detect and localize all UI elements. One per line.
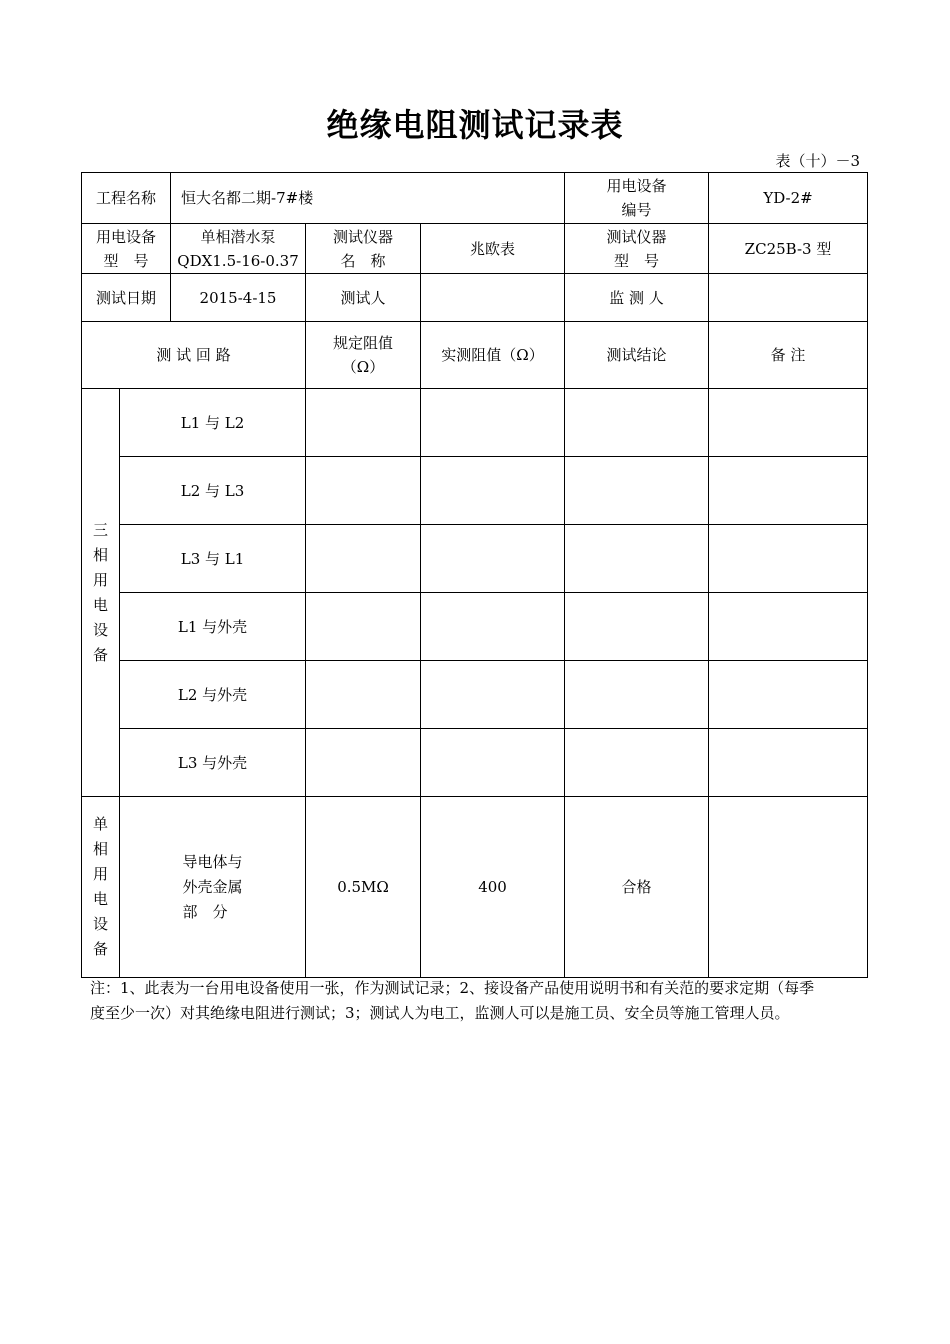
form-number: 表（十）－3: [775, 152, 860, 170]
three-phase-row: [82, 525, 868, 593]
group-char: 设: [92, 620, 108, 639]
row-project: [82, 173, 868, 224]
circuit-cell: L2 与 L3: [120, 457, 306, 525]
group-char: 三: [92, 520, 108, 539]
group-char: 相: [92, 840, 108, 858]
three-phase-row: [82, 729, 868, 797]
three-phase-row: [82, 661, 868, 729]
instrument-model-label-line2: 型 号: [614, 251, 660, 270]
group-char: 电: [92, 890, 108, 908]
tester-value: [421, 274, 565, 322]
device-model-label: [82, 224, 171, 274]
instrument-model-value: ZC25B-3 型: [709, 224, 868, 274]
header-required-line1: 规定阻值: [333, 334, 394, 352]
required-cell: [306, 593, 421, 661]
device-no-label-line1: 用电设备: [606, 177, 667, 195]
remark-cell: [709, 729, 868, 797]
remark-cell: [709, 593, 868, 661]
required-cell: [306, 525, 421, 593]
remark-cell: [709, 457, 868, 525]
circuit-line: 导电体与: [182, 852, 243, 871]
remark-cell: [709, 389, 868, 457]
required-cell: [306, 389, 421, 457]
tester-label: 测试人: [306, 274, 421, 322]
group-char: 单: [92, 815, 108, 833]
device-model-value-line2: QDX1.5-16-0.37: [177, 251, 299, 270]
device-no-label: [565, 173, 709, 224]
group-char: 设: [92, 915, 108, 933]
circuit-cell: L2 与外壳: [120, 661, 306, 729]
measured-cell: [421, 729, 565, 797]
measured-cell: [421, 525, 565, 593]
conclusion-cell: [565, 729, 709, 797]
circuit-cell: L1 与外壳: [120, 593, 306, 661]
instrument-name-value: 兆欧表: [421, 224, 565, 274]
row-header: [82, 322, 868, 389]
circuit-cell: L3 与外壳: [120, 729, 306, 797]
group-char: 用: [92, 570, 108, 589]
instrument-name-label-line2: 名 称: [340, 251, 386, 270]
header-measured: 实测阻值（Ω）: [421, 322, 565, 389]
measured-cell: [421, 389, 565, 457]
circuit-cell: L3 与 L1: [120, 525, 306, 593]
required-cell: [306, 729, 421, 797]
group-char: 电: [92, 595, 108, 614]
device-no-value: YD-2#: [709, 173, 868, 224]
single-phase-row: [82, 797, 868, 978]
circuit-cell: L1 与 L2: [120, 389, 306, 457]
conclusion-cell: [565, 593, 709, 661]
conclusion-cell: [565, 457, 709, 525]
measured-cell: [421, 457, 565, 525]
three-phase-row: [82, 593, 868, 661]
row-date: [82, 274, 868, 322]
page-title: 绝缘电阻测试记录表: [326, 106, 624, 144]
header-conclusion: 测试结论: [565, 322, 709, 389]
measured-cell: [421, 661, 565, 729]
three-phase-row: [82, 457, 868, 525]
conclusion-cell: [565, 389, 709, 457]
device-model-value: [171, 224, 306, 274]
instrument-model-label-line1: 测试仪器: [606, 227, 667, 246]
group-char: 相: [92, 545, 108, 564]
header-circuit: 测 试 回 路: [82, 322, 306, 389]
group-char: 备: [92, 940, 108, 958]
project-value: 恒大名都二期-7#楼: [171, 173, 565, 224]
group-char: 备: [92, 645, 108, 664]
monitor-value: [709, 274, 868, 322]
instrument-name-label: [306, 224, 421, 274]
remark-cell: [709, 525, 868, 593]
required-cell: [306, 661, 421, 729]
device-model-label-line1: 用电设备: [96, 227, 157, 246]
footnote-line2: 度至少一次）对其绝缘电阻进行测试；3；测试人为电工，监测人可以是施工员、安全员等施工管理人员。: [90, 1004, 790, 1022]
device-model-value-line1: 单相潜水泵: [200, 227, 276, 246]
conclusion-cell: [565, 661, 709, 729]
measured-cell: [421, 593, 565, 661]
instrument-model-label: [565, 224, 709, 274]
conclusion-cell: [565, 525, 709, 593]
single-phase-required: 0.5MΩ: [306, 797, 421, 978]
single-phase-measured: 400: [421, 797, 565, 978]
group-char: 用: [92, 865, 108, 883]
device-no-label-line2: 编号: [621, 201, 652, 219]
record-table: [81, 172, 868, 978]
test-date-label: 测试日期: [82, 274, 171, 322]
circuit-line: 外壳金属: [182, 877, 243, 896]
remark-cell: [709, 661, 868, 729]
instrument-name-label-line1: 测试仪器: [333, 227, 394, 246]
single-phase-conclusion: 合格: [565, 797, 709, 978]
single-phase-remark: [709, 797, 868, 978]
required-cell: [306, 457, 421, 525]
header-required: [306, 322, 421, 389]
footnote: [90, 976, 865, 1026]
single-phase-circuit: [120, 797, 306, 978]
three-phase-row: [82, 389, 868, 457]
project-label: 工程名称: [82, 173, 171, 224]
row-model: [82, 224, 868, 274]
three-phase-group-label: [82, 389, 120, 797]
monitor-label: 监 测 人: [565, 274, 709, 322]
header-required-line2: （Ω）: [341, 358, 385, 376]
header-remark: 备 注: [709, 322, 868, 389]
footnote-line1: 注：1、此表为一台用电设备使用一张，作为测试记录；2、接设备产品使用说明书和有关范的要求定期（每季: [90, 979, 815, 997]
single-phase-group-label: [82, 797, 120, 978]
circuit-line: 部 分: [182, 902, 228, 921]
test-date-value: 2015-4-15: [171, 274, 306, 322]
device-model-label-line2: 型 号: [103, 251, 149, 270]
